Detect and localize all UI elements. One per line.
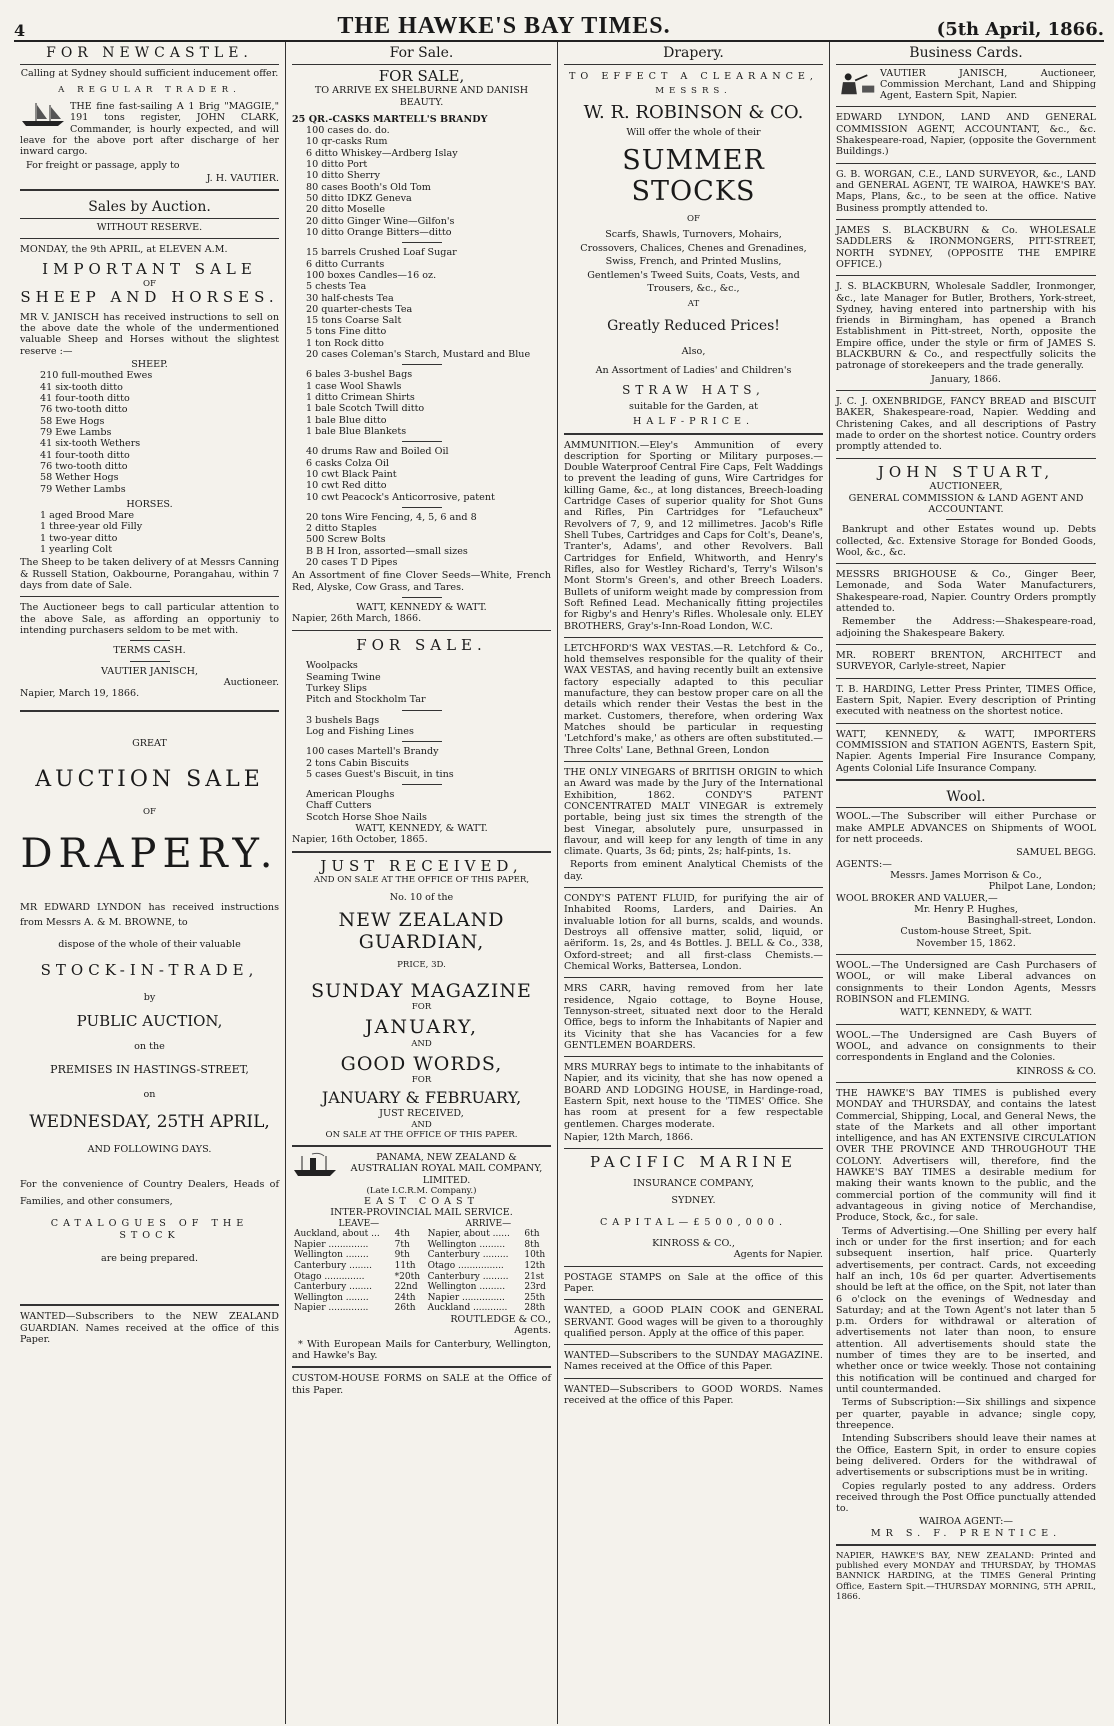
card-lyndon: EDWARD LYNDON, LAND AND GENERAL COMMISSION AGENT, ACCOUNTANT, &c., &c. Shakespeare-road, Napier, (opposite the Government Buildings.) <box>836 112 1096 158</box>
list-item: 15 tons Coarse Salt <box>306 315 402 327</box>
stock-in-trade: STOCK-IN-TRADE, <box>40 961 259 980</box>
list-item: 1 case Wool Shawls <box>306 380 402 392</box>
agents-label: Agents. <box>514 1325 551 1337</box>
wanted-sunday-subs: WANTED—Subscribers to the SUNDAY MAGAZINE. Names received at the Office of this Paper. <box>564 1350 823 1373</box>
robinson-name: W. R. ROBINSON & CO. <box>583 101 804 123</box>
column-1 <box>14 42 286 1724</box>
carr-ad: MRS CARR, having removed from her late residence, Ngaio cottage, to Boyne House, Tennyson-street, situated next door to the Herald Office, begs to inform the Inhabitants of Napier and its Vicinity that she has Vacancies for a few GENTLEMEN BOARDERS. <box>564 983 823 1051</box>
list-item: 41 six-tooth ditto <box>40 381 123 393</box>
inter-provincial: INTER-PROVINCIAL MAIL SERVICE. <box>330 1207 513 1219</box>
table-row: Canterbury ........ 22nd Wellington ......... 23rd <box>294 1282 546 1293</box>
issue-date: (5th April, 1866. <box>936 19 1104 40</box>
columns <box>14 42 1104 1724</box>
regular-trader: A REGULAR TRADER. <box>58 84 241 95</box>
sheep-list <box>20 370 279 494</box>
on-sale-office-2: ON SALE AT THE OFFICE OF THIS PAPER. <box>325 1129 518 1140</box>
mail-schedule <box>292 1219 551 1314</box>
agents-line-2: Philpot Lane, London; <box>988 881 1096 893</box>
card-oxenbridge: J. C. J. OXENBRIDGE, FANCY BREAD and BISCUIT BAKER, Shakespeare-road, Napier. Wedding and Christening Cakes, and all descriptions of Pastry made to order on the shortest notice. Country orders promptly attended to. <box>836 396 1096 453</box>
column-4 <box>830 42 1102 1724</box>
list-item: 10 cwt Peacock's Anticorrosive, patent <box>306 491 495 503</box>
newcastle-heading: FOR NEWCASTLE. <box>20 42 279 65</box>
list-item: 58 Ewe Hogs <box>40 415 105 427</box>
terms-cash: TERMS CASH. <box>113 645 186 657</box>
table-row: Napier .............. 7th Wellington ......... 8th <box>294 1239 540 1250</box>
list-item: 76 two-tooth ditto <box>40 460 128 472</box>
list-item: 6 ditto Whiskey—Ardberg Islay <box>306 147 458 159</box>
murray-date: Napier, 12th March, 1866. <box>564 1132 694 1144</box>
list-item: 3 bushels Bags <box>306 714 380 726</box>
at-label: AT <box>687 299 700 310</box>
copies-posted: Copies regularly posted to any address. Orders received through the Post Office punctually attended to. <box>836 1480 1096 1515</box>
card-blackburn-co: JAMES S. BLACKBURN & Co. WHOLESALE SADDLERS & IRONMONGERS, PITT-STREET, NORTH SYDNEY, (OPPOSITE THE EMPIRE OFFICE.) <box>836 224 1096 270</box>
wool-heading: Wool. <box>836 786 1096 809</box>
price-line: PRICE, 3D. <box>397 959 446 970</box>
summer-stocks: SUMMER STOCKS <box>622 144 765 208</box>
arrive-line: TO ARRIVE EX SHELBURNE AND DANISH BEAUTY. <box>314 85 529 108</box>
list-item: 2 tons Cabin Biscuits <box>306 757 409 769</box>
wool-begg: WOOL.—The Subscriber will either Purchase or make AMPLE ADVANCES on Shipments of WOOL for nett proceeds. <box>836 811 1096 845</box>
list-item: 15 barrels Crushed Loaf Sugar <box>306 247 457 259</box>
for-sale-signer-2: WATT, KENNEDY, & WATT. <box>355 823 488 835</box>
list-item: 10 ditto Orange Bitters—ditto <box>306 226 452 238</box>
agents-label-4: AGENTS:— <box>836 858 892 870</box>
good-words: GOOD WORDS, <box>340 1052 503 1075</box>
list-item: B B H Iron, assorted—small sizes <box>306 545 468 557</box>
list-item: 80 cases Booth's Old Tom <box>306 181 431 193</box>
wairoa-agent: WAIROA AGENT:— <box>918 1516 1014 1528</box>
late-line: (Late I.C.R.M. Company.) <box>366 1185 477 1196</box>
list-item: 1 yearling Colt <box>40 544 113 556</box>
steamship-icon <box>292 1152 338 1178</box>
goods-list-3 <box>292 369 551 437</box>
card-watt: WATT, KENNEDY, & WATT, IMPORTERS COMMISSION and STATION AGENTS, Eastern Spit, Napier. Agents Imperial Fire Insurance Company, Agents Colonial Life Insurance Company. <box>836 728 1096 774</box>
list-item: 20 cases T D Pipes <box>306 557 398 569</box>
times-notice: THE HAWKE'S BAY TIMES is published every MONDAY and THURSDAY, and contains the latest Commercial, Shipping, Local, and General News, the state of the Markets and all other important intelligence, and has AN EXTENSIVE CIRCULATION OVER THE PROVINCE AND THROUGHOUT THE COLONY. Advertisers will, therefore, find the HAWKE'S BAY TIMES a desirable medium for making their wants known to the public, and the commercial portion of the community will find it advantageous in giving notice of Merchandise, Produce, Stock, &c., for sale. <box>836 1087 1096 1224</box>
terms-advertising: Terms of Advertising.—One Shilling per every half inch or under for the first insertion; and for each subsequent insertion, half price. Quarterly advertisements, per contract. Cards, not exceeding half an inch, 10s 6d per quarter. Advertisements should be left at the office, on the Spit, not later than 6 o'clock on the evenings of Wednesday and Saturday; and at the Town Agent's not later than 5 p.m. Orders for withdrawal or alteration of advertisements not later than noon, to ensure attention. All advertisements should state the number of times they are to be inserted, and whether once or twice weekly. Those not containing this notification will be continued and charged for until countermanded. <box>836 1225 1096 1396</box>
wool-kinross: WOOL.—The Undersigned are Cash Buyers of WOOL, and advance on consignments to their correspondents in England and the Colonies. <box>836 1029 1096 1064</box>
list-item: 41 four-tooth ditto <box>40 449 130 461</box>
on-sale-office: AND ON SALE AT THE OFFICE OF THIS PAPER, <box>313 875 530 886</box>
and-label: AND <box>411 1038 432 1049</box>
list-item: 1 ton Rock ditto <box>306 337 384 349</box>
great-label: GREAT <box>132 737 167 749</box>
stuart-name: JOHN STUART, <box>877 462 1055 481</box>
notice-line: For the convenience of Country Dealers, Heads of Families, and other consumers, <box>20 1178 279 1207</box>
wanted-goodwords-subs: WANTED—Subscribers to GOOD WORDS. Names received at the office of this Paper. <box>564 1383 823 1407</box>
assortment-line: An Assortment of Ladies' and Children's <box>595 365 792 377</box>
suitable-line: suitable for the Garden, at <box>628 400 759 412</box>
drapery-heading: Drapery. <box>564 42 823 65</box>
auctioneer-note: The Auctioneer begs to call particular attention to the above Sale, as affording an opportuniy to intending purchasers seldom to be met with. <box>20 602 279 636</box>
masthead <box>14 6 1104 42</box>
list-item: Woolpacks <box>306 660 358 672</box>
sheep-horses-title: SHEEP AND HORSES. <box>20 288 279 307</box>
list-item: 50 ditto IDKZ Geneva <box>306 193 412 205</box>
auction-sale-title: AUCTION SALE <box>35 766 264 792</box>
delivery-note: The Sheep to be taken delivery of at Messrs Canning & Russell Station, Oakbourne, Porangahau, within 7 days from date of Sale. <box>20 557 279 591</box>
newcastle-intro: Calling at Sydney should sufficient inducement offer. <box>20 67 279 79</box>
begg-signer: SAMUEL BEGG. <box>1016 847 1096 859</box>
auction-signer: VAUTIER JANISCH, <box>100 665 199 677</box>
prentice-name: MR S. F. PRENTICE. <box>870 1527 1062 1539</box>
for-sale-title-2: FOR SALE. <box>356 635 487 654</box>
business-cards-heading: Business Cards. <box>836 42 1096 65</box>
newcastle-apply: For freight or passage, apply to <box>26 159 180 171</box>
goods-list-8 <box>292 746 551 780</box>
list-item: 10 cwt Black Paint <box>306 468 397 480</box>
goods-list-4 <box>292 446 551 503</box>
important-sale: IMPORTANT SALE <box>42 260 257 279</box>
auction-signer-role: Auctioneer. <box>223 676 279 688</box>
ship-icon <box>20 101 66 127</box>
card-vautier: VAUTIER JANISCH, Auctioneer, Commission Merchant, Land and Shipping Agent, Eastern Spit, Napier. <box>880 67 1096 102</box>
kinross-name: KINROSS & CO., <box>652 1237 735 1249</box>
list-item: 100 cases Martell's Brandy <box>306 746 439 758</box>
without-reserve: WITHOUT RESERVE. <box>96 221 203 233</box>
table-row: Wellington ........ 9th Canterbury ......... 10th <box>294 1250 546 1261</box>
sydney-label: SYDNEY. <box>671 1195 716 1207</box>
list-item: 100 cases do. do. <box>306 125 390 137</box>
list-item: 10 qr-casks Rum <box>306 136 388 148</box>
public-auction: PUBLIC AUCTION, <box>76 1012 223 1031</box>
newcastle-signer: J. H. VAUTIER. <box>206 172 279 184</box>
table-row: Otago .............. *20th Canterbury ......... 21st <box>294 1271 545 1282</box>
also-label: Also, <box>681 346 706 358</box>
sunday-magazine: SUNDAY MAGAZINE <box>311 979 532 1002</box>
murray-ad: MRS MURRAY begs to intimate to the inhabitants of Napier, and its vicinity, that she has now opened a BOARD AND LODGING HOUSE, in Hardinge-road, Eastern Spit, next house to the 'TIMES' Office. She has room at present for a few respectable gentlemen. Charges moderate. <box>564 1062 823 1130</box>
agents-line-3: WOOL BROKER AND VALUER,— <box>836 892 998 904</box>
drapery-body: MR EDWARD LYNDON has received instructions from Messrs A. & M. BROWNE, to <box>20 902 279 929</box>
for-label-2: FOR <box>411 1075 432 1086</box>
horses-heading: HORSES. <box>126 498 173 510</box>
ammunition-ad: AMMUNITION.—Eley's Ammunition of every description for Sporting or Military purposes.—Double Waterproof Central Fire Caps, Felt Waddings to prevent the leading of guns, Wire Cartridges for killing Game, &c., at long distances, Breech-loading Cartridge Cases of superior quality for Shot Guns and Rifles, Pin Cartridges for "Lefaucheux" Revolvers of 7, 9, and 12 millimetres. Jacob's Rifle Shell Tubes, Cartridges and Caps for Colt's, Deane's, Tranter's, Adams', and other Revolvers. Ball Cartridges for Enfield, Whitworth, and Henry's Rifles, also for Westley Richard's, Terry's Wilson's Mont Storm's Green's, and other Breech Loaders. Bullets of uniform weight made by compression from Soft Refined Lead. Mechanically fitting projectiles for Rigby's and Henry's Rifles. Wholesale only. ELEY BROTHERS, Gray's-Inn-Road London, W.C. <box>564 439 823 632</box>
drapery-items: Scarfs, Shawls, Turnovers, Mohairs, Crossovers, Chalices, Chenes and Grenadines, Swiss, French, and Printed Muslins, Gentlemen's Tweed Suits, Coats, Vests, and Trousers, &c., &c., <box>580 229 807 295</box>
list-item: 2 ditto Staples <box>306 523 377 535</box>
capital-line: CAPITAL—£500,000. <box>599 1216 788 1228</box>
agents-line-7: November 15, 1862. <box>916 937 1016 949</box>
list-item: Pitch and Stockholm Tar <box>306 694 426 706</box>
auction-heading: Sales by Auction. <box>20 196 279 219</box>
routledge: ROUTLEDGE & CO., <box>450 1314 551 1326</box>
goods-list-7 <box>292 715 551 738</box>
list-item: 1 ditto Crimean Shirts <box>306 392 415 404</box>
list-item: 5 tons Fine ditto <box>306 326 387 338</box>
goods-list-9 <box>292 789 551 823</box>
just-received-2: JUST RECEIVED, <box>379 1108 464 1120</box>
messrs-label: MESSRS. <box>655 85 732 96</box>
agents-line-4: Mr. Henry P. Hughes, <box>914 903 1018 915</box>
leave-header: LEAVE— <box>338 1218 380 1229</box>
east-coast: EAST COAST <box>363 1195 480 1207</box>
by-label: by <box>143 991 156 1003</box>
card-worgan: G. B. WORGAN, C.E., LAND SURVEYOR, &c., LAND and GENERAL AGENT, TE WAIROA, HAWKE'S BAY. Maps, Plans, &c., to be seen at the office. Native Business promptly attended to. <box>836 168 1096 214</box>
list-item: 41 six-tooth Wethers <box>40 438 141 450</box>
list-item: 1 bale Blue ditto <box>306 414 387 426</box>
jan-feb-line: JANUARY & FEBRUARY, <box>321 1088 522 1108</box>
wednesday-line: WEDNESDAY, 25TH APRIL, <box>29 1112 270 1133</box>
wool-watt-signer: WATT, KENNEDY, & WATT. <box>899 1007 1033 1019</box>
agents-line-1: Messrs. James Morrison & Co., <box>890 869 1042 881</box>
list-item: 10 ditto Port <box>306 159 368 171</box>
effect-clearance: TO EFFECT A CLEARANCE, <box>569 70 818 82</box>
list-item: 79 Ewe Lambs <box>40 426 112 438</box>
list-item: 20 ditto Moselle <box>306 204 386 216</box>
pacific-marine: PACIFIC MARINE <box>589 1153 797 1172</box>
list-item: 41 four-tooth ditto <box>40 393 130 404</box>
for-sale-title: FOR SALE, <box>378 66 465 85</box>
insurance-company: INSURANCE COMPANY, <box>633 1178 754 1190</box>
nz-guardian: NEW ZEALAND GUARDIAN, <box>338 908 505 954</box>
newcastle-body: THE fine fast-sailing A 1 Brig "MAGGIE," 191 tons register, JOHN CLARK, Commander, is hourly expected, and will leave for the above port after discharge of her inward cargo. <box>20 100 279 158</box>
reduced-prices: Greatly Reduced Prices! <box>607 317 780 334</box>
list-item: 6 bales 3-bushel Bags <box>306 369 413 381</box>
list-item: Chaff Cutters <box>306 800 372 812</box>
list-item: 20 quarter-chests Tea <box>306 303 413 315</box>
wanted-subscribers-guardian: WANTED—Subscribers to the NEW ZEALAND GUARDIAN. Names received at the office of this Paper. <box>20 1311 279 1345</box>
wool-watt: WOOL.—The Undersigned are Cash Purchasers of WOOL, or will make Liberal advances on consignments to their London Agents, Messrs ROBINSON and FLEMING. <box>836 960 1096 1006</box>
half-price: HALF-PRICE. <box>633 416 754 428</box>
arrive-header: ARRIVE— <box>465 1218 512 1229</box>
list-item: 58 Wether Hogs <box>40 472 119 484</box>
premises-line: PREMISES IN HASTINGS-STREET, <box>50 1063 249 1077</box>
column-3 <box>558 42 830 1724</box>
card-brenton: MR. ROBERT BRENTON, ARCHITECT and SURVEYOR, Carlyle-street, Napier <box>836 650 1096 673</box>
card-blackburn: J. S. BLACKBURN, Wholesale Saddler, Ironmonger, &c., late Manager for Butler, Brothers, York-street, Sydney, having entered into partnership with his friends in Birmingham, has opened a Branch Establishment in Pitt-street, North, opposite the Empire office, under the style or firm of JAMES S. BLACKBURN & Co., and respectfully solicits the patronage of storekeepers and the trade generally. <box>836 281 1096 372</box>
horses-list <box>20 510 279 555</box>
intending-subscribers: Intending Subscribers should leave their names at the Office, Eastern Spit, in order to ensure copies being delivered. Orders for the withdrawal of advertisements or subscriptions must be in writing. <box>836 1433 1096 1479</box>
list-item: 40 drums Raw and Boiled Oil <box>306 446 449 458</box>
list-item: 10 ditto Sherry <box>306 170 381 182</box>
goods-list-1 <box>292 125 551 238</box>
auction-body: MR V. JANISCH has received instructions to sell on the above date the whole of the undermentioned valuable Sheep and Horses without the slightest reserve :— <box>20 311 279 357</box>
card-brighouse: MESSRS BRIGHOUSE & Co., Ginger Beer, Lemonade, and Soda Water Manufacturers, Shakespeare-road, Napier. Country Orders promptly attended to. <box>836 569 1096 615</box>
following-days: AND FOLLOWING DAYS. <box>87 1144 212 1156</box>
list-item: 210 full-mouthed Ewes <box>40 370 153 382</box>
brighouse-note: Remember the Address:—Shakespeare-road, adjoining the Shakespeare Bakery. <box>836 616 1096 639</box>
stuart-role: AUCTIONEER, <box>929 481 1003 493</box>
catalogues-line: CATALOGUES OF THE STOCK <box>50 1218 249 1241</box>
list-item: 500 Screw Bolts <box>306 534 386 546</box>
for-label: FOR <box>411 1002 432 1013</box>
list-item: 5 chests Tea <box>306 281 367 293</box>
drapery-title: DRAPERY. <box>20 830 279 877</box>
prepared-line: are being prepared. <box>100 1252 198 1264</box>
for-sale-date-2: Napier, 16th October, 1865. <box>292 834 428 846</box>
list-item: 100 boxes Candles—16 oz. <box>306 269 437 281</box>
for-sale-heading: For Sale. <box>292 42 551 65</box>
condy-ad: CONDY'S PATENT FLUID, for purifying the air of Inhabited Rooms, Larders, and Dairies. An invaluable lotion for all burns, scalds, and wounds. Destroys all offensive matter, solid, liquid, or aëriform. 1s, 2s, and 4s Bottles. J. BELL & Co., 338, Oxford-street; and all first-class Chemists.—Chemical Works, Battersea, London. <box>564 893 823 972</box>
list-item: 1 bale Blue Blankets <box>306 425 407 437</box>
table-row: Canterbury ........ 11th Otago ................ 12th <box>294 1261 546 1272</box>
stuart-general: GENERAL COMMISSION & LAND AGENT AND ACCOUNTANT. <box>848 492 1084 515</box>
for-sale-date: Napier, 26th March, 1866. <box>292 613 422 625</box>
straw-hats: STRAW HATS, <box>622 382 765 397</box>
list-item: 6 ditto Currants <box>306 258 385 270</box>
list-item: American Ploughs <box>306 789 395 801</box>
of-label: OF <box>142 278 156 289</box>
imprint: NAPIER, HAWKE'S BAY, NEW ZEALAND: Printed and published every MONDAY and THURSDAY, by THOMAS BANNICK HARDING, at the TIMES General Printing Office, Eastern Spit.—THURSDAY MORNING, 5TH APRIL, 1866. <box>836 1551 1096 1602</box>
seeds-line: An Assortment of fine Clover Seeds—White, French Red, Alyske, Cow Grass, and Tares. <box>292 570 551 593</box>
list-item: 1 two-year ditto <box>40 532 118 544</box>
stuart-body: Bankrupt and other Estates wound up. Debts collected, &c. Extensive Storage for Bonded Goods, Wool, &c., &c. <box>836 524 1096 558</box>
list-item: 6 casks Colza Oil <box>306 457 389 469</box>
list-item: Log and Fishing Lines <box>306 725 414 737</box>
list-item: 1 aged Brood Mare <box>40 510 135 522</box>
table-row: Wellington ........ 24th Napier ............... 25th <box>294 1292 546 1303</box>
on-the-label: on the <box>134 1040 165 1052</box>
list-item: 1 bale Scotch Twill ditto <box>306 403 425 415</box>
list-item: 20 tons Wire Fencing, 4, 5, 6 and 8 <box>306 511 477 523</box>
list-item: 30 half-chests Tea <box>306 292 394 304</box>
brandy-line: 25 QR.-CASKS MARTELL'S BRANDY <box>292 113 488 125</box>
for-sale-signer: WATT, KENNEDY & WATT. <box>356 602 487 614</box>
terms-subscription: Terms of Subscription:—Six shillings and sixpence per quarter, payable in advance; single copy, threepence. <box>836 1397 1096 1431</box>
column-2 <box>286 42 558 1724</box>
blackburn-date: January, 1866. <box>931 373 1001 385</box>
european-mails: * With European Mails for Canterbury, Wellington, and Hawke's Bay. <box>292 1338 551 1362</box>
list-item: Turkey Slips <box>306 682 367 694</box>
agents-line-5: Basinghall-street, London. <box>967 915 1096 927</box>
list-item: 76 two-tooth ditto <box>40 404 128 416</box>
vinegar-ad: THE ONLY VINEGARS of BRITISH ORIGIN to which an Award was made by the Jury of the International Exhibition, 1862. CONDY'S PATENT CONCENTRATED MALT VINEGAR is extremely portable, being just six times the strength of the best Vinegar, absolutely pure, unsurpassed in flavour, and will keep for any length of time in any climate. Quarts, 3s 6d; pints, 2s; half-pints, 1s. <box>564 766 823 858</box>
goods-list-5 <box>292 512 551 569</box>
postage-stamps: POSTAGE STAMPS on Sale at the office of this Paper. <box>564 1271 823 1294</box>
card-harding: T. B. HARDING, Letter Press Printer, TIMES Office, Eastern Spit, Napier. Every description of Printing executed with neatness on the shortest notice. <box>836 683 1096 718</box>
reports-line: Reports from eminent Analytical Chemists of the day. <box>564 859 823 882</box>
panama-line: PANAMA, NEW ZEALAND & AUSTRALIAN ROYAL MAIL COMPANY, LIMITED. <box>350 1151 543 1186</box>
list-item: Seaming Twine <box>306 671 381 683</box>
auction-date: MONDAY, the 9th APRIL, at ELEVEN A.M. <box>20 243 228 255</box>
list-item: 79 Wether Lambs <box>40 483 126 495</box>
list-item: 20 ditto Ginger Wine—Gilfon's <box>306 215 455 227</box>
newspaper-title: THE HAWKE'S BAY TIMES. <box>337 13 671 39</box>
list-item: 1 three-year old Filly <box>40 521 143 533</box>
agents-line-6: Custom-house Street, Spit. <box>900 926 1032 938</box>
table-row: Napier .............. 26th Auckland ............ 28th <box>294 1303 546 1314</box>
of-label-2: OF <box>142 806 156 817</box>
auction-date-line: Napier, March 19, 1866. <box>20 688 140 700</box>
will-offer: Will offer the whole of their <box>626 127 761 139</box>
of-label-3: OF <box>686 214 700 225</box>
on-label: on <box>143 1089 156 1101</box>
auctioneer-icon <box>836 68 876 98</box>
dispose-line: dispose of the whole of their valuable <box>58 938 241 950</box>
agents-napier: Agents for Napier. <box>733 1249 823 1261</box>
list-item: 10 cwt Red ditto <box>306 480 387 492</box>
goods-list-2 <box>292 247 551 360</box>
wanted-cook: WANTED, a GOOD PLAIN COOK and GENERAL SERVANT. Good wages will be given to a thoroughly qualified person. Apply at the office of this paper. <box>564 1305 823 1339</box>
custom-house-forms: CUSTOM-HOUSE FORMS on SALE at the Office of this Paper. <box>292 1373 551 1396</box>
wool-kinross-signer: KINROSS & CO. <box>1016 1065 1096 1077</box>
table-row: Auckland, about ... 4th Napier, about ...... 6th <box>294 1229 540 1240</box>
list-item: Scotch Horse Shoe Nails <box>306 811 427 823</box>
and-label-2: AND <box>411 1119 432 1130</box>
list-item: 5 cases Guest's Biscuit, in tins <box>306 768 454 780</box>
list-item: 20 cases Coleman's Starch, Mustard and Blue <box>306 349 531 361</box>
just-received: JUST RECEIVED, <box>320 856 523 875</box>
sheep-heading: SHEEP. <box>131 359 168 371</box>
letchford-ad: LETCHFORD'S WAX VESTAS.—R. Letchford & Co., hold themselves responsible for the quality of their WAX VESTAS, and having recently built an extensive factory especially adapted to this peculiar manufacture, they can bestow proper care on all the details which render their Vestas the best in the market. Customers, therefore, when ordering Wax Matches should be particular in requesting 'Letchford's make,' as others are often substituted.—Three Colts' Lane, Bethnal Green, London <box>564 642 823 756</box>
page-number: 4 <box>14 21 26 40</box>
no10-line: No. 10 of the <box>389 891 454 903</box>
goods-list-6 <box>292 660 551 705</box>
january-line: JANUARY, <box>365 1016 478 1039</box>
